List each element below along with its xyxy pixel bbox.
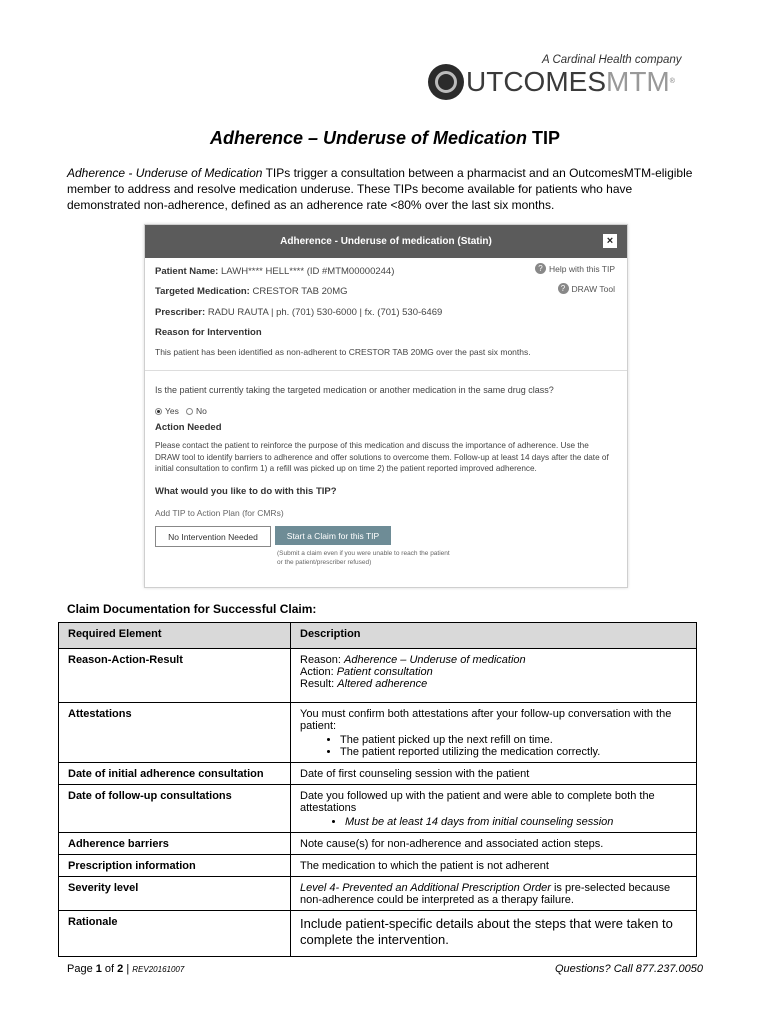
help-link-label: Help with this TIP: [549, 263, 615, 274]
table-row: [59, 833, 697, 855]
prescriber-row: [155, 307, 442, 318]
targeted-medication-row: [155, 286, 348, 297]
logo-text-bold: UTCOMES: [466, 66, 606, 97]
dialog-body: [145, 258, 627, 587]
parent-company-tagline: A Cardinal Health company: [542, 54, 682, 66]
action-label: Action:: [300, 666, 337, 678]
patient-name-value: LAWH**** HELL**** (ID #MTM00000244): [221, 266, 395, 277]
row-label: Date of initial adherence consultation: [59, 763, 291, 785]
patient-name-row: [155, 266, 394, 277]
row-description: Date of first counseling session with the patient: [291, 763, 697, 785]
taking-medication-question: Is the patient currently taking the targeted medication or another medication in the same drug class?: [155, 385, 554, 395]
result-value: Altered adherence: [337, 678, 428, 690]
table-row: [59, 703, 697, 763]
what-to-do-heading: What would you like to do with this TIP?: [155, 486, 337, 497]
row-label: Adherence barriers: [59, 833, 291, 855]
row-label: Prescription information: [59, 855, 291, 877]
row-label: Reason-Action-Result: [59, 649, 291, 703]
revision-code: REV20161007: [132, 965, 185, 974]
reason-label: Reason:: [300, 654, 345, 666]
table-row: [59, 855, 697, 877]
attestation-list: [300, 734, 687, 758]
targeted-medication-label: Targeted Medication:: [155, 286, 250, 297]
table-row: [59, 877, 697, 911]
page-number: Page 1 of 2 | REV20161007: [67, 963, 185, 975]
severity-rest: is pre-selected because non-adherence could be interpreted as a therapy failure.: [300, 882, 671, 906]
row-label: Severity level: [59, 877, 291, 911]
draw-tool-icon: ?: [558, 283, 569, 294]
prescriber-label: Prescriber:: [155, 307, 206, 318]
action-text: Please contact the patient to reinforce the purpose of this medication and discuss the importance of adherence. Use the DRAW tool to identify barriers to adherence and offer solutions to overcome them. Follow-up at least 14 days after the date of initial consultation to confirm 1) a refill was picked up on time 2) the patient reported improved adherence.: [155, 441, 609, 473]
page-title-italic: Adherence – Underuse of Medication: [209, 128, 528, 148]
divider: [145, 370, 627, 371]
list-item: • The patient picked up the next refill on time.: [340, 734, 687, 746]
help-icon: ?: [535, 263, 546, 274]
action-heading: Action Needed: [155, 422, 222, 433]
yes-no-radio-group: [155, 406, 207, 416]
severity-italic: Level 4- Prevented an Additional Prescription Order: [300, 882, 551, 894]
row-description: [291, 877, 697, 911]
claim-heading: Claim Documentation for Successful Claim:: [67, 602, 317, 616]
table-row: [59, 649, 697, 703]
row-description: The medication to which the patient is not adherent: [291, 855, 697, 877]
logo-registered-mark: ®: [669, 78, 675, 85]
yes-radio[interactable]: [155, 408, 162, 415]
submit-claim-note: (Submit a claim even if you were unable to reach the patient or the patient/prescriber refused): [277, 550, 450, 566]
help-link[interactable]: [535, 263, 615, 274]
intro-italic: Adherence - Underuse of Medication: [67, 166, 263, 180]
action-value: Patient consultation: [336, 666, 433, 678]
row-description: Note cause(s) for non-adherence and associated action steps.: [291, 833, 697, 855]
tip-dialog-screenshot: [144, 224, 628, 588]
table-row: [59, 785, 697, 833]
reason-text: This patient has been identified as non-adherent to CRESTOR TAB 20MG over the past six months.: [155, 347, 531, 357]
row-description: [291, 703, 697, 763]
list-item: • The patient reported utilizing the medication correctly.: [340, 746, 687, 758]
column-header: Required Element: [59, 623, 291, 649]
row-description: [291, 785, 697, 833]
row-description: Include patient-specific details about the steps that were taken to complete the intervention.: [291, 911, 697, 957]
attestation-text: You must confirm both attestations after your follow-up conversation with the patient:: [300, 708, 672, 732]
start-claim-button[interactable]: Start a Claim for this TIP: [275, 526, 391, 545]
table-row: [59, 763, 697, 785]
outcomesmtm-logo: [428, 64, 675, 100]
row-description: [291, 649, 697, 703]
no-radio[interactable]: [186, 408, 193, 415]
row-label: Rationale: [59, 911, 291, 957]
close-icon[interactable]: ×: [603, 234, 617, 248]
logo-o-mark-icon: [428, 64, 464, 100]
table-header-row: [59, 623, 697, 649]
table-row: [59, 911, 697, 957]
draw-tool-link[interactable]: [558, 283, 615, 294]
followup-text: Date you followed up with the patient and were able to complete both the attestations: [300, 790, 655, 814]
contact-line: Questions? Call 877.237.0050: [555, 963, 703, 975]
row-label: Date of follow-up consultations: [59, 785, 291, 833]
page-title-plain: TIP: [527, 128, 561, 148]
draw-tool-label: DRAW Tool: [571, 283, 615, 294]
yes-label: Yes: [165, 406, 179, 416]
intro-paragraph: [67, 165, 707, 213]
reason-heading: Reason for Intervention: [155, 327, 262, 338]
claim-requirements-table: [58, 622, 697, 957]
list-item: • Must be at least 14 days from initial counseling session: [345, 816, 687, 828]
row-label: Attestations: [59, 703, 291, 763]
targeted-medication-value: CRESTOR TAB 20MG: [252, 286, 348, 297]
prescriber-value: RADU RAUTA | ph. (701) 530-6000 | fx. (701) 530-6469: [207, 307, 443, 318]
logo-text-light: MTM: [606, 66, 670, 97]
reason-value: Adherence – Underuse of medication: [344, 654, 526, 666]
column-header: Description: [291, 623, 697, 649]
add-to-action-plan-link[interactable]: Add TIP to Action Plan (for CMRs): [155, 508, 284, 518]
dialog-title: Adherence - Underuse of medication (Statin): [145, 225, 627, 258]
page-title: [0, 128, 770, 149]
intro-rest: TIPs trigger a consultation between a pharmacist and an OutcomesMTM-eligible member to address and resolve medication underuse. These TIPs become available for patients who have demonstrated non-adherence, defined as an adherence rate <80% over the last six months.: [67, 166, 693, 212]
no-intervention-button[interactable]: No Intervention Needed: [155, 526, 271, 547]
no-label: No: [195, 406, 207, 416]
followup-list: [300, 816, 687, 828]
patient-name-label: Patient Name:: [155, 266, 219, 277]
result-label: Result:: [300, 678, 338, 690]
